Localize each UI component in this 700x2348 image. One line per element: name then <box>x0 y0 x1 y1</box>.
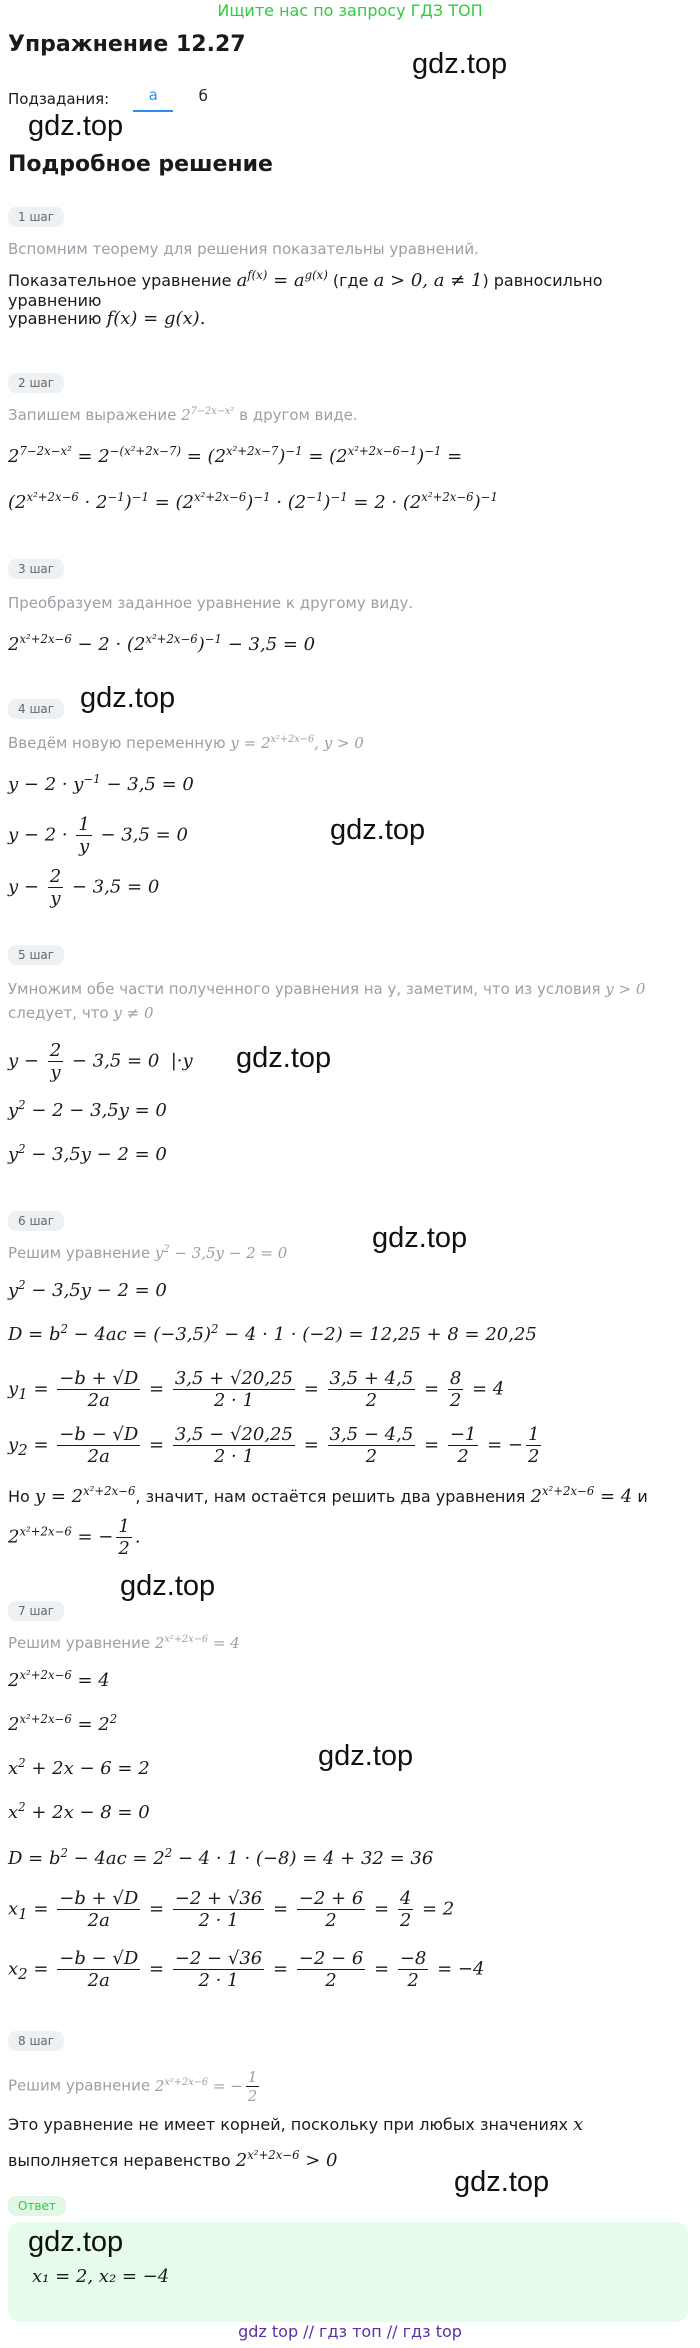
step-hint: Умножим обе части полученного уравнения на y, заметим, что из условия y > 0 <box>8 980 646 998</box>
step-text: уравнению f(x) = g(x). <box>8 308 206 329</box>
step-chip: 8 шаг <box>8 2031 64 2051</box>
equation: $y^2 - 2 - 3,5y = 0$ <box>8 1098 167 1121</box>
equation: $2^{x^2+2x-6} - 2 \cdot (2^{x^2+2x-6})^{-1} - 3,5 = 0$ <box>8 632 316 655</box>
step-4 <box>8 698 64 719</box>
equation: $2^{x^2+2x-6}$ = − $\frac{1}{2}$ . <box>8 1516 141 1559</box>
watermark: gdz.top <box>28 110 124 142</box>
equation: $y^2 - 3,5y - 2 = 0$ <box>8 1278 167 1301</box>
watermark: gdz.top <box>454 2166 550 2198</box>
equation: $y^2 - 3,5y - 2 = 0$ <box>8 1142 167 1165</box>
equation: $2^{x^2+2x-6} = 2^2$ <box>8 1712 118 1735</box>
step-hint: Введём новую переменную $y = 2^{x^2+2x-6}$, y > 0 <box>8 734 364 752</box>
watermark: gdz.top <box>318 1740 414 1772</box>
step-hint: Решим уравнение $y^2 - 3,5y - 2 = 0$ <box>8 1244 288 1262</box>
equation: $(2^{x^2+2x-6} \cdot 2^{-1})^{-1} = (2^{x^2+2x-6})^{-1} \cdot (2^{-1})^{-1} = 2 \cdot (2^{x^2+2x-6})^{-1}$ <box>8 490 498 513</box>
step-8 <box>8 2030 64 2051</box>
step-chip: 7 шаг <box>8 1601 64 1621</box>
page-title: Упражнение 12.27 <box>8 32 246 57</box>
watermark: gdz.top <box>330 814 426 846</box>
subtasks-bar <box>8 86 223 112</box>
equation: y − $\frac{2}{y}$ − 3,5 = 0 <box>8 866 160 909</box>
watermark: gdz.top <box>120 1570 216 1602</box>
tab-a[interactable]: а <box>133 86 173 112</box>
footer-links[interactable]: gdz top // гдз топ // гдз top <box>238 2322 462 2341</box>
step-text: Это уравнение не имеет корней, поскольку при любых значениях x <box>8 2114 584 2135</box>
step-text: Показательное уравнение $a^{f(x)} = a^{g(x)}$ (где a > 0, a ≠ 1) равносильно уравнению <box>8 268 603 310</box>
top-banner: Ищите нас по запросу ГДЗ ТОП <box>217 1 483 20</box>
step-7 <box>8 1600 64 1621</box>
step-hint: следует, что y ≠ 0 <box>8 1004 154 1022</box>
step-6 <box>8 1210 64 1231</box>
equation: $2^{7-2x-x^2} = 2^{-(x^2+2x-7)} = (2^{x^2+2x-7})^{-1} = (2^{x^2+2x-6-1})^{-1}$ = <box>8 444 463 467</box>
equation: y − 2 · $\frac{1}{y}$ − 3,5 = 0 <box>8 814 188 857</box>
step-hint: Решим уравнение $2^{x^2+2x-6}$ = − $\frac{1}{2}$ <box>8 2068 258 2105</box>
step-chip: 3 шаг <box>8 559 64 579</box>
step-chip: 6 шаг <box>8 1211 64 1231</box>
step-hint: Решим уравнение $2^{x^2+2x-6} = 4$ <box>8 1634 240 1652</box>
step-chip: 1 шаг <box>8 207 64 227</box>
step-3 <box>8 558 64 579</box>
equation: $D = b^2 - 4ac = (-3,5)^2 - 4 \cdot 1 \cdot (-2) = 12,25 + 8 = 20,25$ <box>8 1322 537 1345</box>
step-text: выполняется неравенство $2^{x^2+2x-6} > 0$ <box>8 2148 338 2171</box>
answer-value: x₁ = 2, x₂ = −4 <box>32 2266 170 2287</box>
equation: y − $\frac{2}{y}$ − 3,5 = 0 |·y <box>8 1040 193 1083</box>
step-5 <box>8 944 64 965</box>
watermark: gdz.top <box>236 1042 332 1074</box>
step-hint: Вспомним теорему для решения показательны уравнений. <box>8 240 479 258</box>
step-2 <box>8 372 64 393</box>
step-hint: Запишем выражение $2^{7-2x-x^2}$ в другом виде. <box>8 406 358 424</box>
equation: $y_1$ = $\frac{-b + √D}{2a}$ = $\frac{3,5 + √20,25}{2 \cdot 1}$ = $\frac{3,5 + 4,5}{2}$ = $\frac{8}{2}$ = 4 <box>8 1368 505 1411</box>
equation: $x_1$ = $\frac{-b + √D}{2a}$ = $\frac{-2 + √36}{2 \cdot 1}$ = $\frac{-2 + 6}{2}$ = $\frac{4}{2}$ = 2 <box>8 1888 455 1931</box>
equation: $y - 2 \cdot y^{-1} - 3,5 = 0$ <box>8 772 194 795</box>
answer-chip: Ответ <box>8 2196 66 2216</box>
equation: $x^2 + 2x - 6 = 2$ <box>8 1756 150 1779</box>
watermark: gdz.top <box>412 48 508 80</box>
step-text: Но $y = 2^{x^2+2x-6}$, значит, нам остаётся решить два уравнения $2^{x^2+2x-6} = 4$ и <box>8 1484 648 1507</box>
watermark: gdz.top <box>372 1222 468 1254</box>
equation: $2^{x^2+2x-6} = 4$ <box>8 1668 110 1691</box>
step-chip: 4 шаг <box>8 699 64 719</box>
watermark: gdz.top <box>80 682 176 714</box>
equation: $x^2 + 2x - 8 = 0$ <box>8 1800 150 1823</box>
equation: $y_2$ = $\frac{-b - √D}{2a}$ = $\frac{3,5 - √20,25}{2 \cdot 1}$ = $\frac{3,5 - 4,5}{2}$ = $\frac{-1}{2}$ = − $\frac{1}{2}$ <box>8 1424 540 1467</box>
solution-heading: Подробное решение <box>8 152 273 177</box>
step-1 <box>8 206 64 227</box>
equation: $D = b^2 - 4ac = 2^2 - 4 \cdot 1 \cdot (-8) = 4 + 32 = 36$ <box>8 1846 434 1869</box>
tab-b[interactable]: б <box>198 87 208 105</box>
step-chip: 2 шаг <box>8 373 64 393</box>
subtasks-label: Подзадания: <box>8 90 110 108</box>
equation: $x_2$ = $\frac{-b - √D}{2a}$ = $\frac{-2 - √36}{2 \cdot 1}$ = $\frac{-2 - 6}{2}$ = $\frac{-8}{2}$ = −4 <box>8 1948 485 1991</box>
step-chip: 5 шаг <box>8 945 64 965</box>
watermark: gdz.top <box>28 2226 124 2258</box>
step-hint: Преобразуем заданное уравнение к другому виду. <box>8 594 414 612</box>
